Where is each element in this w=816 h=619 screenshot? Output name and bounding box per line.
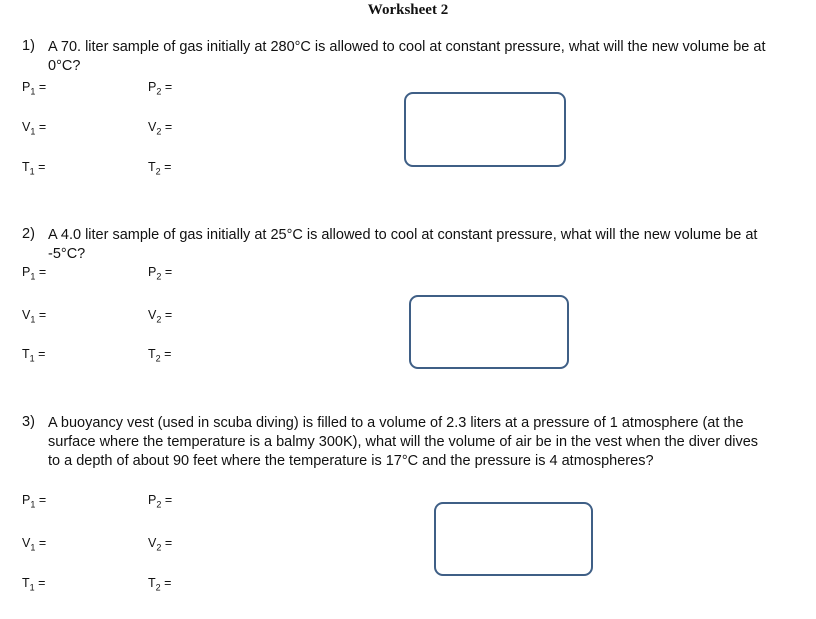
t2-label: $T_2$ = <box>148 347 172 364</box>
p1-label: $P_1$ = <box>22 265 47 282</box>
t1-label: $T_1$ = <box>22 576 46 593</box>
p1-label: $P_1$ = <box>22 80 47 97</box>
v2-label: $V_2$ = <box>148 120 173 137</box>
t2-label: $T_2$ = <box>148 576 172 593</box>
question-text: A buoyancy vest (used in scuba diving) is filled to a volume of 2.3 liters at a pressure of 1 atmosphere (at the surface where the temperature is a balmy 300K), what will the volume of air be in the vest when the diver dives to a depth of about 90 feet where the temperature is 17°C and the pressure is 4 atmospheres? <box>48 415 759 469</box>
question-text: A 70. liter sample of gas initially at 280°C is allowed to cool at constant pressure, what will the new volume be at 0°C? <box>48 39 766 74</box>
t2-label: $T_2$ = <box>148 160 172 177</box>
p1-label: $P_1$ = <box>22 493 47 510</box>
v1-label: $V_1$ = <box>22 308 47 325</box>
p2-label: $P_2$ = <box>148 80 173 97</box>
v2-label: $V_2$ = <box>148 308 173 325</box>
question-number: 2) <box>22 226 35 242</box>
worksheet-title: Worksheet 2 <box>367 2 449 18</box>
p2-label: $P_2$ = <box>148 493 173 510</box>
question-number: 1) <box>22 38 35 54</box>
answer-box-3[interactable] <box>434 502 593 576</box>
v1-label: $V_1$ = <box>22 120 47 137</box>
t1-label: $T_1$ = <box>22 347 46 364</box>
question-text: A 4.0 liter sample of gas initially at 25°C is allowed to cool at constant pressure, what will the new volume be at -5°C? <box>48 227 758 262</box>
t1-label: $T_1$ = <box>22 160 46 177</box>
p2-label: $P_2$ = <box>148 265 173 282</box>
v1-label: $V_1$ = <box>22 536 47 553</box>
answer-box-2[interactable] <box>409 295 569 369</box>
v2-label: $V_2$ = <box>148 536 173 553</box>
question-number: 3) <box>22 414 35 430</box>
answer-box-1[interactable] <box>404 92 566 167</box>
